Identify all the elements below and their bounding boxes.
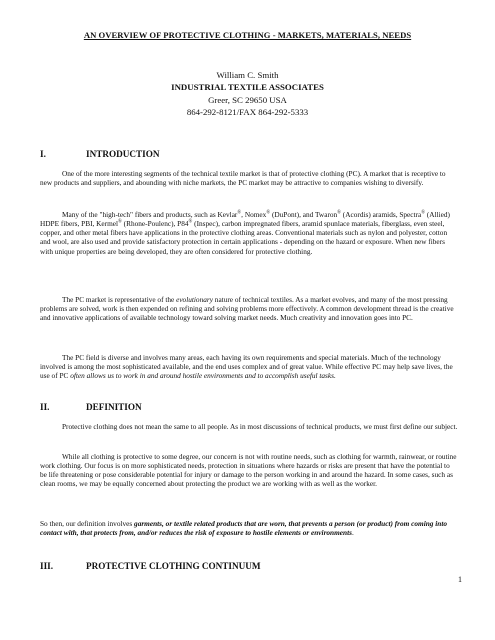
author-name: William C. Smith	[216, 70, 279, 80]
section-number: I.	[40, 149, 46, 159]
section-heading-introduction	[40, 149, 160, 159]
author-organization: INDUSTRIAL TEXTILE ASSOCIATES	[171, 82, 324, 93]
intro-paragraph-1: One of the more interesting segments of the technical textile market is that of protective clothing (PC). A market that is receptive to new products and suppliers, and abounding with niche markets, the PC market may be attractive to companies wishing to diversify.	[40, 169, 446, 188]
section-heading-definition	[40, 402, 142, 412]
definition-paragraph-1: Protective clothing does not mean the same to all people. As in most discussions of technical products, we must first define our subject.	[62, 422, 458, 431]
section-number: II.	[40, 402, 50, 412]
section-title: DEFINITION	[86, 402, 142, 412]
author-phone: 864-292-8121/FAX 864-292-5333	[186, 106, 309, 117]
author-block	[40, 69, 455, 118]
document-title: AN OVERVIEW OF PROTECTIVE CLOTHING - MARKETS, MATERIALS, NEEDS	[83, 30, 412, 40]
intro-paragraph-4: The PC field is diverse and involves many areas, each having its own requirements and special materials. Much of the technology involved is among the most sophisticated available, and the end uses complex and of great value. While effective PC may help save lives, the use of PC often allows us to work in and around hostile environments and to accomplish useful tasks.	[40, 353, 453, 381]
intro-paragraph-3: The PC market is representative of the evolutionary nature of technical textiles. As a market evolves, and many of the most pressing problems are solved, work is then expended on refining and solving problems more effectively. A common development thread is the creative and innovative applications of available technology toward solving market needs. Much creativity and innovation goes into PC.	[40, 295, 454, 323]
definition-paragraph-2: While all clothing is protective to some degree, our concern is not with routine needs, such as clothing for warmth, rainwear, or routine work clothing. Our focus is on more sophisticated needs, protection in situations where hazards or risks are present that have the potential to be life threatening or pose considerable potential for injury or damage to the person working in and around the hazard. In some cases, such as clean rooms, we may be equally concerned about protecting the product we are working with as well as the worker.	[40, 452, 457, 489]
section-title: INTRODUCTION	[86, 149, 160, 159]
section-title: PROTECTIVE CLOTHING CONTINUUM	[86, 561, 261, 571]
intro-paragraph-2: Many of the "high-tech" fibers and products, such as Kevlar®, Nomex® (DuPont), and Twaron® (Acordis) aramids, Spectra® (Allied) HDPE fibers, PBI, Kermel® (Rhone-Poulenc), P84® (Inspec), carbon impregnated fibers, aramid spunlace materials, fiberglass, even steel, copper, and other metal fibers have applications in the protective clothing areas. Conventional materials such as nylon and polyester, cotton and wool, are also used and provide satisfactory protection in certain applications - depending on the hazard or exposure. When new fibers with unique properties are being developed, they are often considered for protective clothing.	[40, 210, 450, 256]
section-number: III.	[40, 561, 54, 571]
section-heading-continuum	[40, 561, 261, 571]
definition-paragraph-3: So then, our definition involves garments, or textile related products that are worn, that prevents a person (or product) from coming into contact with, that protects from, and/or reduces the risk of exposure to hostile elements or environments.	[40, 519, 448, 538]
author-address: Greer, SC 29650 USA	[208, 94, 287, 105]
page-number: 1	[458, 575, 462, 584]
